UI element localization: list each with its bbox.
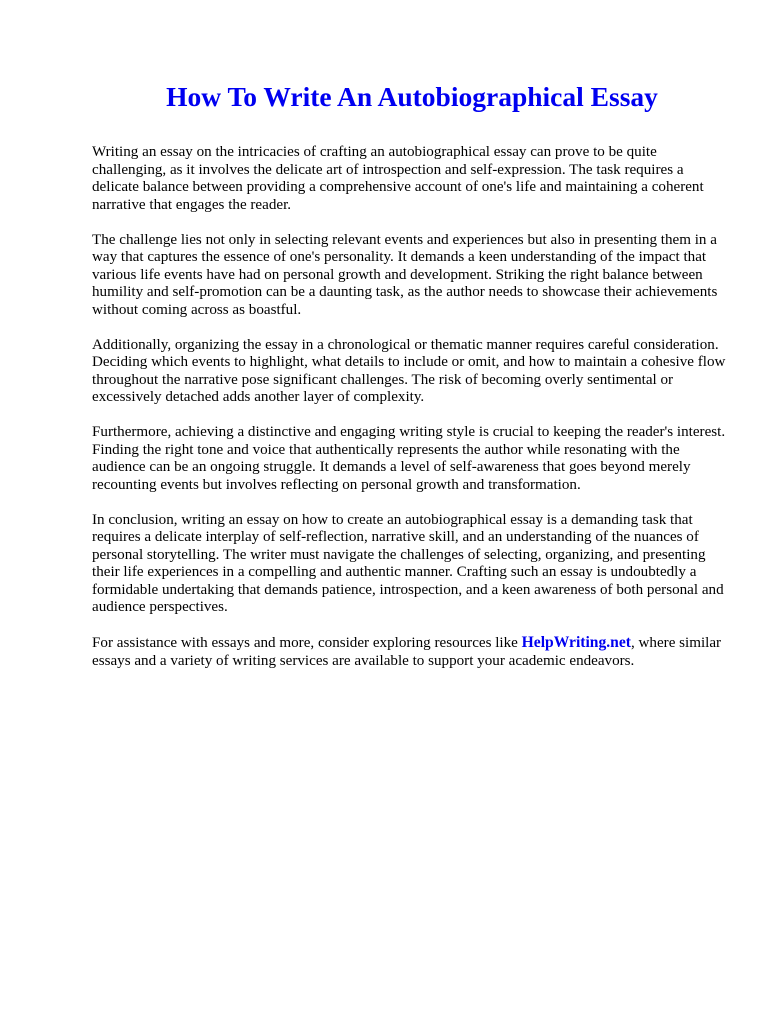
paragraph-4: Furthermore, achieving a distinctive and engaging writing style is crucial to keeping the reader's interest. Finding the right tone and voice that authentically represents the author while resonating with the audience can be an ongoing struggle. It demands a level of self-awareness that goes beyond merely recounting events but involves reflecting on personal growth and transformation. [92, 424, 726, 493]
closing-paragraph [92, 634, 727, 670]
essay-body [92, 144, 727, 688]
page-title: How To Write An Autobiographical Essay [166, 81, 658, 112]
paragraph-2: The challenge lies not only in selecting relevant events and experiences but also in presenting them in a way that captures the essence of one's personality. It demands a keen understanding of the impact that various life events have had on personal growth and development. Striking the right balance between humility and self-promotion can be a daunting task, as the author needs to showcase their achievements without coming across as boastful. [92, 231, 718, 318]
paragraph-3: Additionally, organizing the essay in a chronological or thematic manner requires careful consideration. Deciding which events to highlight, what details to include or omit, and how to maintain a cohesive flow throughout the narrative pose significant challenges. The risk of becoming overly sentimental or excessively detached adds another layer of complexity. [92, 336, 726, 405]
closing-text-before-link: For assistance with essays and more, consider exploring resources like [92, 635, 522, 651]
helpwriting-link[interactable]: HelpWriting.net [521, 634, 631, 651]
closing-text-after-link: , where similar essays and a variety of writing services are available to support your academic endeavors. [92, 635, 722, 669]
paragraph-5: In conclusion, writing an essay on how to create an autobiographical essay is a demanding task that requires a delicate interplay of self-reflection, narrative skill, and an understanding of the nuances of personal storytelling. The writer must navigate the challenges of selecting, organizing, and presenting their life experiences in a compelling and authentic manner. Crafting such an essay is undoubtedly a formidable undertaking that demands patience, introspection, and a keen awareness of both personal and audience perspectives. [92, 511, 724, 615]
paragraph-1: Writing an essay on the intricacies of crafting an autobiographical essay can prove to be quite challenging, as it involves the delicate art of introspection and self-expression. The task requires a delicate balance between providing a comprehensive account of one's life and maintaining a coherent narrative that engages the reader. [92, 144, 704, 213]
